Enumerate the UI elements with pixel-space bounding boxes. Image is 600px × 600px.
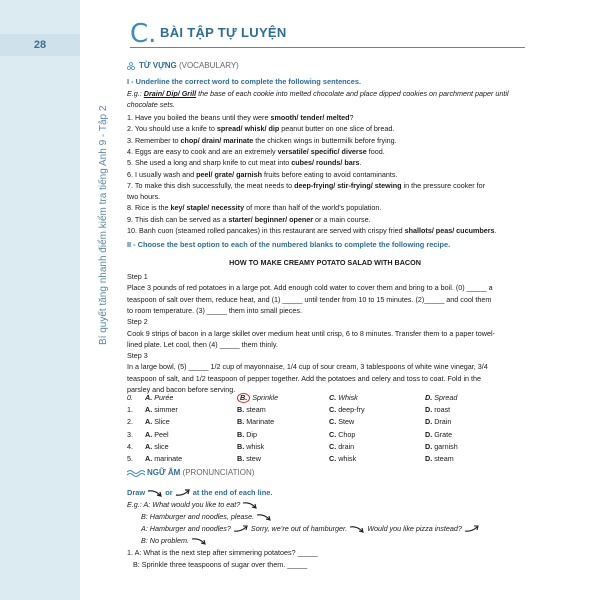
sentence-line: 3. Remember to chop/ drain/ marinate the chicken wings in buttermilk before frying. xyxy=(127,135,397,145)
sentence-line: two hours. xyxy=(127,192,161,202)
pron-eg-3: A: Hamburger and noodles? Sorry, we’re out of hamburger. Would you like pizza instead? xyxy=(141,524,537,534)
option-d[interactable]: D. roast xyxy=(425,405,451,415)
rising-arrow-icon xyxy=(464,525,480,533)
sentence-line: 1. Have you boiled the beans until they were smooth/ tender/ melted? xyxy=(127,113,354,122)
pron-instruction: Draw or at the end of each line. xyxy=(127,488,273,497)
example-line-2: chocolate sets. xyxy=(127,100,175,109)
option-c[interactable]: C. deep-fry xyxy=(329,405,365,415)
section-title: BÀI TẬP TỰ LUYỆN xyxy=(160,25,287,40)
pron-q1b: B: Sprinkle three teaspoons of sugar over them. _____ xyxy=(133,560,308,569)
sentence-line: 2. You should use a knife to spread/ whisk/ dip peanut butter on one slice of bread. xyxy=(127,124,395,134)
recipe-line: In a large bowl, (5) _____ 1/2 cup of mayonnaise, 1/4 cup of sour cream, 3 tablespoons of white wine vinegar, 3/4 xyxy=(127,362,488,372)
falling-arrow-icon xyxy=(349,525,365,533)
part2-title: II - Choose the best option to each of the numbered blanks to complete the following recipe. xyxy=(127,240,451,249)
word-choices[interactable]: chop/ drain/ marinate xyxy=(180,135,254,145)
recipe-line: Step 1 xyxy=(127,272,148,281)
pron-eg-2: B: Hamburger and noodles, please. xyxy=(141,512,537,522)
recipe-line: teaspoon of salt, and 1/2 teaspoon of pepper together. Add the potatoes and celery and toss to coat. Fold in the xyxy=(127,373,482,383)
option-c[interactable]: C. Whisk xyxy=(329,393,358,402)
sentence-line: 5. She used a long and sharp knife to cut meat into cubes/ rounds/ bars. xyxy=(127,158,362,168)
recipe-line: Step 2 xyxy=(127,317,148,327)
option-number: 3. xyxy=(127,429,133,439)
option-number: 5. xyxy=(127,454,133,463)
selected-answer-circle: B. xyxy=(237,393,250,403)
example-line-1: E.g.: Drain/ Dip/ Grill the base of each cookie into melted chocolate and place dipped cookies on parchment paper until xyxy=(127,89,509,98)
option-d[interactable]: D. garnish xyxy=(425,441,458,451)
sentence-line: 9. This dish can be served as a starter/ beginner/ opener or a main course. xyxy=(127,214,371,224)
option-b[interactable]: B. whisk xyxy=(237,441,265,451)
option-b[interactable]: B. Sprinkle xyxy=(237,393,278,403)
recipe-line: Cook 9 strips of bacon in a large skillet over medium heat until crisp, 6 to 8 minutes. Transfer them to a paper towel- xyxy=(127,328,495,338)
rising-arrow-icon xyxy=(233,525,249,533)
dots-icon xyxy=(127,62,137,70)
section-letter: C. xyxy=(130,19,157,49)
recipe-line: to room temperature. (3) _____ them into small pieces. xyxy=(127,305,302,315)
option-a[interactable]: A. slice xyxy=(145,441,169,451)
option-d[interactable]: D. steam xyxy=(425,454,454,463)
word-choices[interactable]: peel/ grate/ garnish xyxy=(196,169,263,179)
option-a[interactable]: A. simmer xyxy=(145,405,178,415)
pron-heading xyxy=(127,468,254,477)
section-header xyxy=(130,19,525,49)
vocab-label: TỪ VỰNG xyxy=(139,61,177,70)
option-number: 2. xyxy=(127,417,133,427)
option-a[interactable]: A. marinate xyxy=(145,454,183,463)
rising-arrow-icon xyxy=(175,489,191,497)
falling-arrow-icon xyxy=(256,513,272,521)
word-choices[interactable]: versatile/ specific/ diverse xyxy=(277,146,367,156)
word-choices[interactable]: starter/ beginner/ opener xyxy=(228,214,314,224)
recipe-line: parsley and bacon before serving. xyxy=(127,385,236,394)
wave-icon xyxy=(127,469,145,477)
recipe-line: teaspoon of salt over them, reduce heat, and (1) _____ until tender from 10 to 15 minutes. (2)_____ and cool them xyxy=(127,294,492,304)
recipe-line: lined plate. Let cool, then (4) _____ them thinly. xyxy=(127,339,278,349)
option-row xyxy=(127,417,523,427)
recipe-line: Step 3 xyxy=(127,351,148,361)
option-number: 0. xyxy=(127,393,133,402)
recipe-line: Place 3 pounds of red potatoes in a large pot. Add enough cold water to cover them and bring to a boil. (0) _____ a xyxy=(127,283,493,293)
option-b[interactable]: B. steam xyxy=(237,405,266,415)
recipe-title: HOW TO MAKE CREAMY POTATO SALAD WITH BACON xyxy=(229,258,421,267)
option-row xyxy=(127,393,523,403)
page-sidebar xyxy=(0,0,80,600)
sentence-line: 4. Eggs are easy to cook and are an extremely versatile/ specific/ diverse food. xyxy=(127,146,385,156)
sentence-line: 10. Banh cuon (steamed rolled pancakes) in this restaurant are served with crispy fried shallots/ peas/ cucumbers. xyxy=(127,226,497,235)
vocab-heading xyxy=(127,61,239,70)
part1-title: I - Underline the correct word to complete the following sentences. xyxy=(127,77,362,86)
option-row xyxy=(127,405,523,415)
option-a[interactable]: A. Peel xyxy=(145,429,169,439)
example-answer: Drain/ Dip/ Grill xyxy=(143,89,197,98)
falling-arrow-icon xyxy=(191,537,207,545)
option-a[interactable]: A. Slice xyxy=(145,417,170,427)
word-choices[interactable]: key/ staple/ necessity xyxy=(170,203,245,213)
option-d[interactable]: D. Spread xyxy=(425,393,458,402)
option-row xyxy=(127,454,523,464)
option-d[interactable]: D. Grate xyxy=(425,429,453,439)
pron-q1a: 1. A: What is the next step after simmering potatoes? _____ xyxy=(127,548,318,557)
word-choices[interactable]: cubes/ rounds/ bars xyxy=(291,158,360,168)
falling-arrow-icon xyxy=(242,501,258,509)
option-b[interactable]: B. Dip xyxy=(237,429,257,439)
option-b[interactable]: B. stew xyxy=(237,454,261,463)
word-choices[interactable]: shallots/ peas/ cucumbers xyxy=(404,226,495,235)
word-choices[interactable]: spread/ whisk/ dip xyxy=(216,124,280,134)
page-number: 28 xyxy=(0,34,80,56)
book-title-vertical: Bí quyết tăng nhanh điểm kiểm tra tiếng Anh 9 - Tập 2 xyxy=(98,105,109,345)
sentence-line: 8. Rice is the key/ staple/ necessity of more than half of the world’s population. xyxy=(127,203,382,213)
pron-label: NGỮ ÂM xyxy=(147,468,181,477)
option-row xyxy=(127,442,523,452)
pron-eg-1: E.g.: A: What would you like to eat? xyxy=(127,500,523,510)
pron-eg-4: B: No problem. xyxy=(141,536,537,546)
option-d[interactable]: D. Drain xyxy=(425,417,452,427)
sentence-line: 6. I usually wash and peel/ grate/ garnish fruits before eating to avoid contaminants. xyxy=(127,169,398,179)
word-choices[interactable]: deep-frying/ stir-frying/ stewing xyxy=(294,180,402,190)
pron-label-en: (PRONUNCIATION) xyxy=(182,468,255,477)
falling-arrow-icon xyxy=(147,489,163,497)
option-a[interactable]: A. Purée xyxy=(145,393,174,402)
option-b[interactable]: B. Marinate xyxy=(237,417,275,427)
option-c[interactable]: C. whisk xyxy=(329,454,357,463)
option-number: 1. xyxy=(127,405,133,415)
option-row xyxy=(127,430,523,440)
option-c[interactable]: C. drain xyxy=(329,441,355,451)
sentence-line: 7. To make this dish successfully, the meat needs to deep-frying/ stir-frying/ stewing in the pressure cooker for xyxy=(127,180,486,190)
word-choices[interactable]: smooth/ tender/ melted xyxy=(270,113,350,122)
option-c[interactable]: C. Chop xyxy=(329,429,356,439)
vocab-label-en: (VOCABULARY) xyxy=(178,61,239,70)
option-number: 4. xyxy=(127,441,133,451)
option-c[interactable]: C. Stew xyxy=(329,417,355,427)
